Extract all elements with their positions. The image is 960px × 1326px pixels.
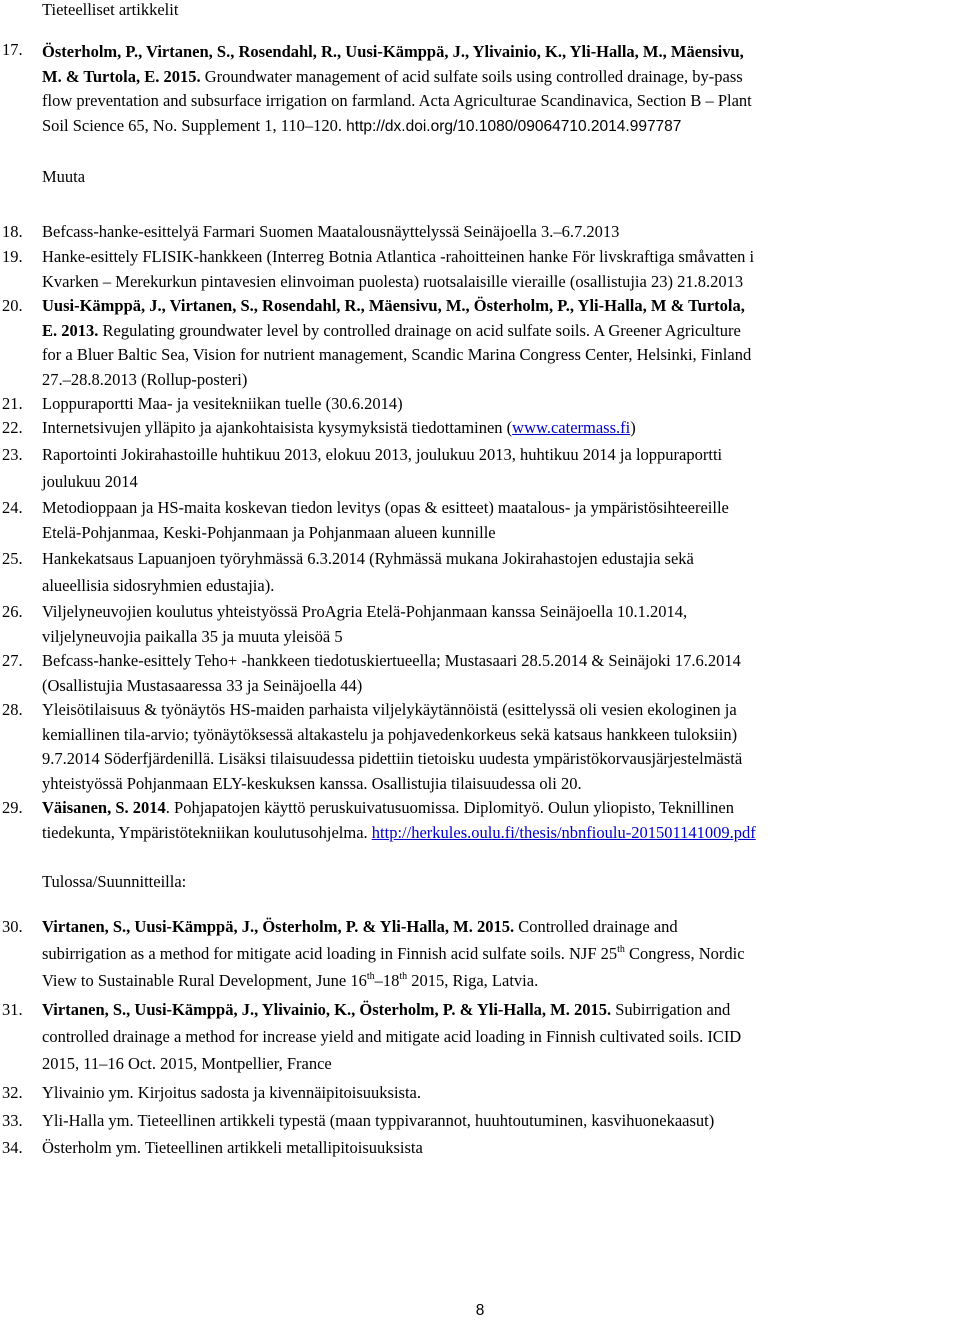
- item-text: Metodioppaan ja HS-maita koskevan tiedon levitys (opas & esitteet) maatalous- ja ympäristösihteereille: [42, 498, 729, 517]
- item-text: joulukuu 2014: [42, 472, 138, 491]
- item-text: Internetsivujen ylläpito ja ajankohtaisista kysymyksistä tiedottaminen (: [42, 418, 513, 437]
- article-source: Soil Science 65, No. Supplement 1, 110–120.: [42, 115, 347, 135]
- item-number: 26.: [2, 602, 23, 621]
- authors: Uusi-Kämppä, J., Virtanen, S., Rosendahl, R., Mäensivu, M., Österholm, P., Yli-Halla, M & Turtola,: [42, 296, 745, 315]
- authors: Österholm, P., Virtanen, S., Rosendahl, R., Uusi-Kämppä, J., Ylivainio, K., Yli-Halla, M., Mäensivu,: [42, 42, 744, 61]
- item-number: 17.: [2, 40, 23, 59]
- item-number: 28.: [2, 700, 23, 719]
- authors-year: Virtanen, S., Uusi-Kämppä, J., Österholm, P. & Yli-Halla, M. 2015.: [42, 917, 515, 936]
- item-text: View to Sustainable Rural Development, June 16: [42, 971, 367, 990]
- item-text: ): [630, 418, 636, 437]
- item-text: 2015, Riga, Latvia.: [407, 971, 539, 990]
- item-text: Hanke-esittely FLISIK-hankkeen (Interreg Botnia Atlantica -rahoitteinen hanke För livskraftiga småvatten i: [42, 247, 755, 266]
- authors-year: Virtanen, S., Uusi-Kämppä, J., Ylivainio, K., Österholm, P. & Yli-Halla, M. 2015.: [42, 1000, 612, 1019]
- item-number: 18.: [2, 222, 23, 241]
- list-item-22: [0, 416, 955, 441]
- item-text: Controlled drainage and: [514, 917, 678, 936]
- item-text: 2015, 11–16 Oct. 2015, Montpellier, France: [42, 1054, 332, 1073]
- item-text: Hankekatsaus Lapuanjoen työryhmässä 6.3.2014 (Ryhmässä mukana Jokirahastojen edustajia sekä: [42, 549, 694, 568]
- item-text: 9.7.2014 Söderfjärdenillä. Lisäksi tilaisuudessa pidettiin tietoisku uudesta ympäristökorvausjärjestelmästä: [42, 749, 743, 768]
- superscript: th: [399, 971, 408, 982]
- section-title: Tieteelliset artikkelit: [42, 0, 179, 19]
- item-text: Befcass-hanke-esittely Teho+ -hankkeen tiedotuskiertueella; Mustasaari 28.5.2014 & Seinäjoki 17.6.2014: [42, 651, 741, 670]
- item-number: 24.: [2, 498, 23, 517]
- item-number: 25.: [2, 549, 23, 568]
- item-text: Yleisötilaisuus & työnäytös HS-maiden parhaista viljelykäytännöistä (esittelyssä oli vesien ekologinen ja: [42, 700, 737, 719]
- item-number: 22.: [2, 418, 23, 437]
- item-text: Befcass-hanke-esittelyä Farmari Suomen Maatalousnäyttelyssä Seinäjoella 3.–6.7.2013: [42, 222, 620, 241]
- item-number: 32.: [2, 1083, 23, 1102]
- muuta-heading: Muuta: [42, 167, 86, 186]
- item-number: 21.: [2, 394, 23, 413]
- catermass-link[interactable]: www.catermass.fi: [512, 418, 631, 437]
- authors-year: E. 2013.: [42, 320, 99, 340]
- authors-year: M. & Turtola, E. 2015.: [42, 66, 201, 86]
- item-text: tiedekunta, Ympäristötekniikan koulutusohjelma.: [42, 822, 372, 842]
- item-number: 33.: [2, 1111, 23, 1130]
- item-number: 29.: [2, 798, 23, 817]
- item-text: controlled drainage a method for increase yield and mitigate acid loading in Finnish cultivated soils. ICID: [42, 1027, 742, 1046]
- thesis-link[interactable]: http://herkules.oulu.fi/thesis/nbnfioulu-201501141009.pdf: [371, 822, 756, 842]
- item-text: alueellisia sidosryhmien edustajia).: [42, 576, 275, 595]
- poster-title: Regulating groundwater level by controlled drainage on acid sulfate soils. A Greener Agriculture: [98, 320, 741, 340]
- item-text: Kvarken – Merekurkun pintavesien elinvoiman puolesta) ruotsalaisille vieraille (osallistujia 23) 21.8.2013: [42, 271, 744, 291]
- tulossa-heading: Tulossa/Suunnitteilla:: [42, 872, 187, 891]
- item-text: for a Bluer Baltic Sea, Vision for nutrient management, Scandic Marina Congress Center, Helsinki, Finland: [42, 345, 752, 364]
- item-text: yhteistyössä Pohjanmaan ELY-keskuksen kanssa. Osallistujia tilaisuudessa oli 20.: [42, 773, 582, 793]
- item-text: Yli-Halla ym. Tieteellinen artikkeli typestä (maan typpivarannot, huuhtoutuminen, kasvihuonekaasut): [42, 1111, 715, 1130]
- item-text: kemiallinen tila-arvio; työnäytöksessä altakastelu ja pohjavedenkorkeus sekä katsaus hankkeen tuloksiin): [42, 724, 738, 744]
- item-text: Raportointi Jokirahastoille huhtikuu 2013, elokuu 2013, joulukuu 2013, huhtikuu 2014 ja loppuraportti: [42, 445, 723, 464]
- item-number: 19.: [2, 247, 23, 266]
- item-number: 23.: [2, 445, 23, 464]
- item-text: Österholm ym. Tieteellinen artikkeli metallipitoisuuksista: [42, 1138, 423, 1157]
- item-text: subirrigation as a method for mitigate acid loading in Finnish acid sulfate soils. NJF 25: [42, 944, 618, 963]
- authors-year: Väisanen, S. 2014: [42, 798, 166, 817]
- item-number: 34.: [2, 1138, 23, 1157]
- page-number: 8: [475, 1302, 485, 1319]
- list-item-21: [0, 392, 955, 417]
- superscript: th: [617, 944, 625, 955]
- item-text: Viljelyneuvojien koulutus yhteistyössä ProAgria Etelä-Pohjanmaan kanssa Seinäjoella 10.1.2014,: [42, 602, 688, 621]
- item-text: (Osallistujia Mustasaaressa 33 ja Seinäjoella 44): [42, 675, 363, 695]
- item-number: 31.: [2, 1000, 23, 1019]
- list-item-32: [0, 1079, 955, 1106]
- superscript: th: [366, 971, 375, 982]
- item-text: –18: [374, 971, 400, 990]
- item-number: 27.: [2, 651, 23, 670]
- article-title: Groundwater management of acid sulfate soils using controlled drainage, by-pass: [200, 66, 743, 86]
- item-number: 30.: [2, 917, 23, 936]
- item-text: viljelyneuvojia paikalla 35 ja muuta yleisöä 5: [42, 626, 343, 646]
- list-item-33: [0, 1107, 955, 1134]
- list-item-18: [0, 220, 955, 245]
- item-text: Congress, Nordic: [624, 944, 745, 963]
- item-text: Subirrigation and: [611, 1000, 731, 1019]
- article-text: flow preventation and subsurface irrigation on farmland. Acta Agriculturae Scandinavica, Section B – Plant: [42, 91, 752, 110]
- doi-link[interactable]: http://dx.doi.org/10.1080/09064710.2014.997787: [346, 117, 682, 135]
- list-item-34: [0, 1134, 955, 1161]
- item-number: 20.: [2, 296, 23, 315]
- item-text: Ylivainio ym. Kirjoitus sadosta ja kivennäipitoisuuksista.: [42, 1083, 422, 1102]
- item-text: 27.–28.8.2013 (Rollup-posteri): [42, 369, 248, 389]
- item-text: Loppuraportti Maa- ja vesitekniikan tuelle (30.6.2014): [42, 394, 403, 413]
- item-text: . Pohjapatojen käyttö peruskuivatusuomissa. Diplomityö. Oulun yliopisto, Teknillinen: [165, 798, 734, 817]
- item-text: Etelä-Pohjanmaa, Keski-Pohjanmaan ja Pohjanmaan alueen kunnille: [42, 522, 496, 542]
